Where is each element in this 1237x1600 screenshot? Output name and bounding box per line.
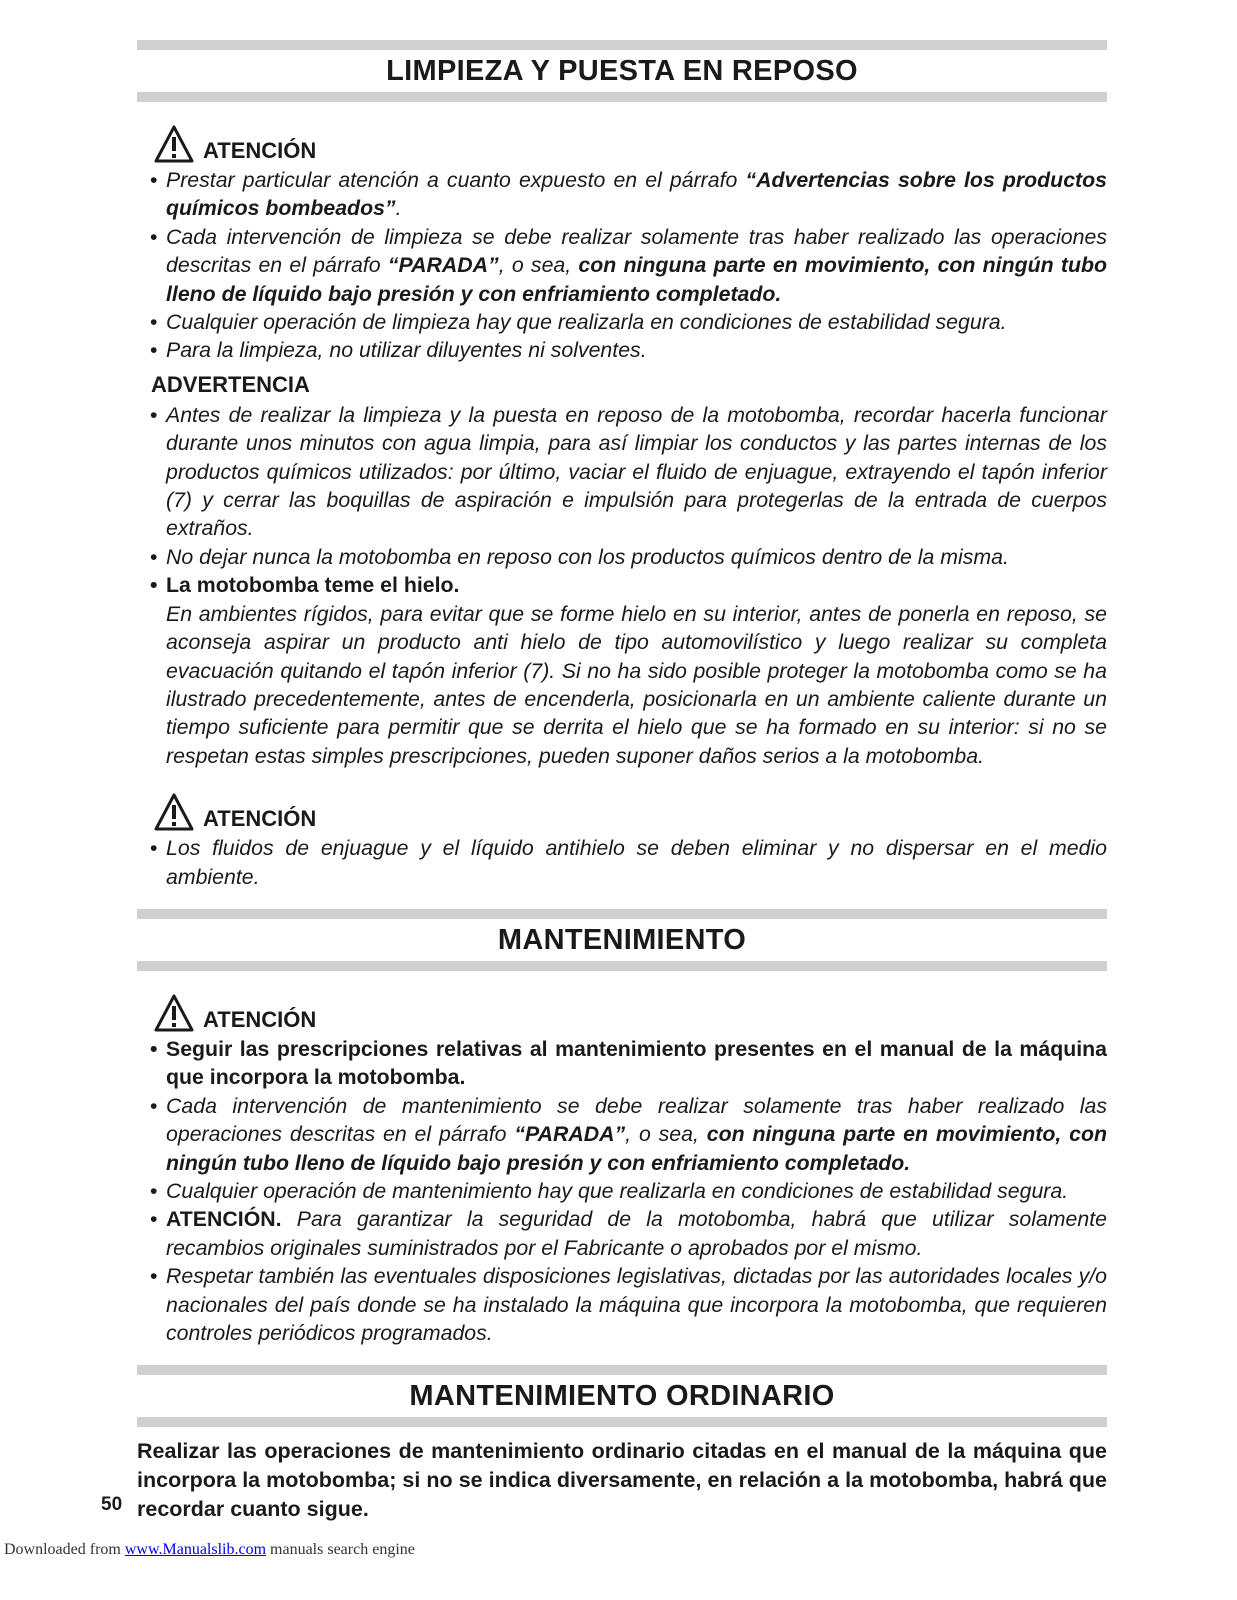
attention-label: ATENCIÓN <box>203 1006 317 1032</box>
section-header-limpieza <box>137 40 1107 102</box>
list-item: • Cualquier operación de limpieza hay que realizarla en condiciones de estabilidad segura. <box>137 308 1107 336</box>
list-item: • Seguir las prescripciones relativas al mantenimiento presentes en el manual de la máquina que incorpora la motobomba. <box>137 1035 1107 1092</box>
attention-list <box>137 1035 1107 1347</box>
list-item: • Cada intervención de mantenimiento se debe realizar solamente tras haber realizado las operaciones descritas en el párrafo “PARADA”, o sea, con ninguna parte en movimiento, con ningún tubo lleno de líquido bajo presión y con enfriamiento completado. <box>137 1092 1107 1177</box>
attention-heading <box>153 120 1107 164</box>
warning-triangle-icon <box>153 993 195 1033</box>
list-item: • ATENCIÓN. Para garantizar la seguridad de la motobomba, habrá que utilizar solamente recambios originales suministrados por el Fabricante o aprobados por el mismo. <box>137 1205 1107 1262</box>
warning-heading: ADVERTENCIA <box>151 371 310 397</box>
footer-suffix: manuals search engine <box>266 1541 415 1558</box>
attention-label: ATENCIÓN <box>203 138 317 163</box>
list-item: • Cualquier operación de mantenimiento hay que realizarla en condiciones de estabilidad segura. <box>137 1177 1107 1205</box>
section-header-mantenimiento-ordinario <box>137 1365 1107 1427</box>
attention-heading <box>153 788 1107 832</box>
attention-label: ATENCIÓN <box>203 806 317 832</box>
section-title: MANTENIMIENTO <box>497 923 747 956</box>
list-item: • La motobomba teme el hielo. En ambientes rígidos, para evitar que se forme hielo en su interior, antes de ponerla en reposo, se aconseja aspirar un producto anti hielo de tipo automovilístico y luego realizar su completa evacuación quitando el tapón inferior (7). Si no ha sido posible proteger la motobomba como se ha ilustrado precedentemente, antes de encenderla, posicionarla en un ambiente caliente durante un tiempo suficiente para permitir que se derrita el hielo que se ha formado en su interior: si no se respetan estas simples prescripciones, pueden suponer daños serios a la motobomba. <box>137 571 1107 770</box>
manualslib-link[interactable]: www.Manualslib.com <box>124 1541 267 1558</box>
warning-list <box>137 401 1107 770</box>
warning-triangle-icon <box>153 124 195 164</box>
header-bar-top <box>137 1365 1107 1375</box>
header-bar-bottom <box>137 1417 1107 1427</box>
list-item: • No dejar nunca la motobomba en reposo con los productos químicos dentro de la misma. <box>137 543 1107 571</box>
attention-list <box>137 166 1107 365</box>
page-number: 50 <box>101 1494 123 1515</box>
list-item: • Cada intervención de limpieza se debe realizar solamente tras haber realizado las operaciones descritas en el párrafo “PARADA”, o sea, con ninguna parte en movimiento, con ningún tubo lleno de líquido bajo presión y con enfriamiento completado. <box>137 223 1107 308</box>
list-item: • Respetar también las eventuales disposiciones legislativas, dictadas por las autoridades locales y/o nacionales del país donde se ha instalado la máquina que incorpora la motobomba, que requieren controles periódicos programados. <box>137 1262 1107 1347</box>
attention-heading <box>153 989 1107 1033</box>
intro-paragraph: Realizar las operaciones de mantenimiento ordinario citadas en el manual de la máquina que incorpora la motobomba; si no se indica diversamente, en relación a la motobomba, habrá que recordar cuanto sigue. <box>137 1439 1107 1522</box>
page-content <box>137 40 1107 1524</box>
header-bar-top <box>137 909 1107 919</box>
list-item: • Para la limpieza, no utilizar diluyentes ni solventes. <box>137 336 1107 364</box>
section-title: LIMPIEZA Y PUESTA EN REPOSO <box>386 55 858 87</box>
list-item: • Los fluidos de enjuague y el líquido antihielo se deben eliminar y no dispersar en el medio ambiente. <box>137 834 1107 891</box>
header-bar-bottom <box>137 961 1107 971</box>
list-item: • Antes de realizar la limpieza y la puesta en reposo de la motobomba, recordar hacerla funcionar durante unos minutos con agua limpia, para así limpiar los conductos y las partes internas de los productos químicos utilizados: por último, vaciar el fluido de enjuague, extrayendo el tapón inferior (7) y cerrar las boquillas de aspiración e impulsión para protegerlas de la entrada de cuerpos extraños. <box>137 401 1107 543</box>
section-header-mantenimiento <box>137 909 1107 971</box>
section-title: MANTENIMIENTO ORDINARIO <box>409 1380 835 1413</box>
attention-list <box>137 834 1107 891</box>
header-bar-bottom <box>137 92 1107 102</box>
warning-triangle-icon <box>153 792 195 832</box>
footer-download-notice <box>4 1541 415 1559</box>
header-bar-top <box>137 40 1107 50</box>
list-item: • Prestar particular atención a cuanto expuesto en el párrafo “Advertencias sobre los productos químicos bombeados”. <box>137 166 1107 223</box>
footer-prefix: Downloaded from <box>4 1541 125 1558</box>
